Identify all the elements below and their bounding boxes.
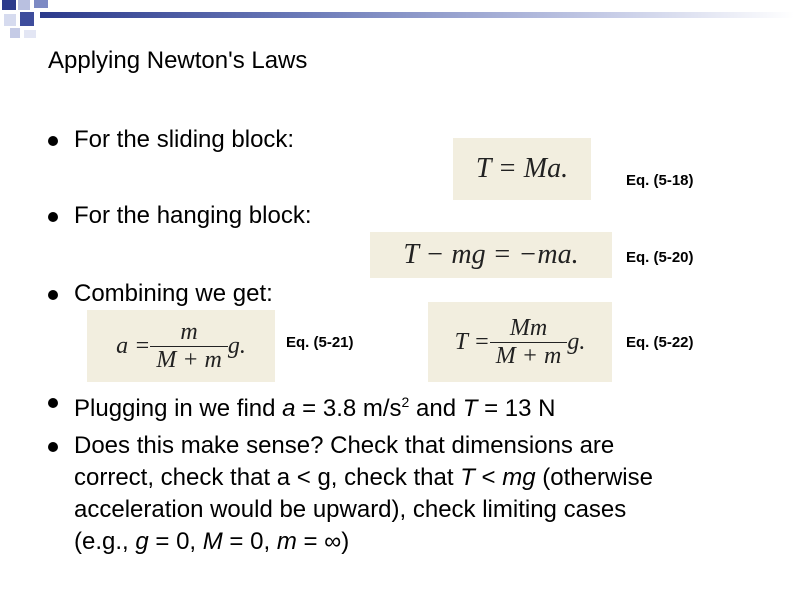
deco-square (34, 0, 48, 8)
fraction-numerator: m (180, 318, 198, 345)
text-run: (e.g., (74, 528, 136, 555)
bullet-hanging-block: For the hanging block: (74, 202, 312, 229)
text-run: (otherwise (535, 464, 653, 491)
equation-5-22 (428, 302, 612, 382)
equation-label-5-21: Eq. (5-21) (286, 334, 354, 351)
bullet-dot (48, 136, 58, 146)
text-run: and (409, 395, 463, 422)
deco-square (20, 12, 34, 26)
deco-square (2, 0, 16, 10)
bullet-dot (48, 290, 58, 300)
equation-label-5-20: Eq. (5-20) (626, 249, 694, 266)
fraction (150, 319, 228, 374)
deco-square (18, 0, 30, 10)
bullet-dot (48, 442, 58, 452)
text-run: < (474, 464, 503, 491)
bullet-dot (48, 212, 58, 222)
deco-square (10, 28, 20, 38)
equation-label-5-18: Eq. (5-18) (626, 172, 694, 189)
variable-a: a (282, 395, 296, 422)
equation-text: T = Ma. (475, 153, 569, 184)
bullet-sliding-block: For the sliding block: (74, 126, 295, 153)
bullet-plugging (74, 386, 555, 425)
equation-label-5-22: Eq. (5-22) (626, 334, 694, 351)
exponent: 2 (401, 394, 410, 410)
text-run: Plugging in we find (74, 395, 283, 422)
variable-m: m (276, 528, 297, 555)
fraction-numerator: Mm (509, 314, 548, 341)
text-line: Does this make sense? Check that dimensions are (74, 432, 615, 459)
variable-mg: mg (502, 464, 536, 491)
bullet-dot (48, 398, 58, 408)
variable-T: T (460, 464, 475, 491)
fraction-denominator: M + m (150, 346, 228, 374)
variable-T: T (462, 395, 478, 422)
equation-5-18 (453, 138, 591, 200)
header-decoration (0, 0, 794, 40)
variable-g: g (135, 528, 149, 555)
variable-M: M (202, 528, 223, 555)
text-run: correct, check that a < g, check that (74, 464, 461, 491)
deco-square (24, 30, 36, 38)
text-line (74, 462, 774, 494)
text-run: = 0, (148, 528, 203, 555)
text-run: = 0, (222, 528, 277, 555)
equation-lhs: a = (116, 332, 151, 359)
equation-text: T − mg = −ma. (403, 239, 579, 270)
equation-lhs: T = (454, 328, 490, 355)
text-line (74, 526, 774, 558)
deco-square (4, 14, 16, 26)
equation-5-20 (370, 232, 612, 278)
fraction (490, 315, 568, 370)
equation-5-21 (87, 310, 275, 382)
text-run: = 3.8 m/s (295, 395, 402, 422)
equation-rhs: g. (227, 332, 246, 359)
text-run: = ∞) (296, 528, 350, 555)
slide-title: Applying Newton's Laws (48, 47, 308, 74)
header-gradient-band (40, 12, 794, 18)
fraction-denominator: M + m (490, 342, 568, 370)
bullet-combining: Combining we get: (74, 280, 273, 307)
text-line: acceleration would be upward), check limiting cases (74, 496, 627, 523)
bullet-sense-check (74, 430, 774, 558)
equation-rhs: g. (567, 328, 586, 355)
text-run: = 13 N (477, 395, 556, 422)
